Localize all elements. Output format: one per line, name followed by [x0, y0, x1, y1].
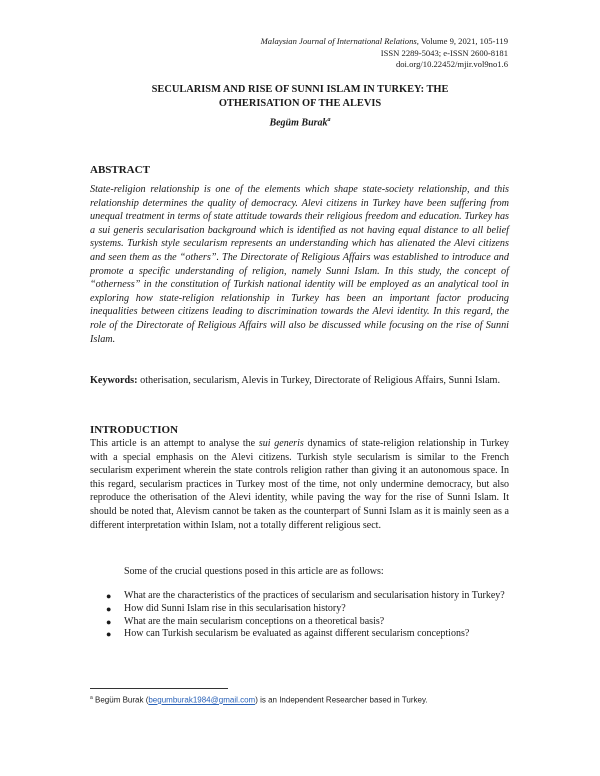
journal-citation: [261, 36, 508, 48]
bullet-icon: ●: [106, 629, 112, 640]
introduction-heading: INTRODUCTION: [90, 424, 179, 436]
footnote-text: ) is an Independent Researcher based in Turkey.: [255, 695, 428, 705]
keywords: [90, 374, 509, 388]
keywords-label: Keywords:: [90, 375, 138, 386]
journal-name: Malaysian Journal of International Relations: [260, 36, 417, 46]
journal-header: [261, 36, 508, 71]
journal-issn: ISSN 2289-5043; e-ISSN 2600-8181: [380, 47, 508, 58]
question-text: What are the main secularism conceptions on a theoretical basis?: [124, 615, 385, 627]
abstract-heading: ABSTRACT: [90, 164, 150, 176]
intro-text-end: dynamics of state-religion relationship in Turkey with a special emphasis on the Alevi citizens. Turkish style secularism is similar to the French secularism experiment wherein the state controls religion rather than giving it an autonomous space. In this regard, secularism practices in Turkey most of the time, not only undermine democracy, but also reproduce the otherisation of the Alevi identity, while paving the way for the rise of Sunni Islam. It should be noted that, Alevism cannot be taken as the counterpart of Sunni Islam as it is mainly seen as a different interpretation within Islam, not a totally different religious sect.: [90, 438, 510, 531]
abstract-body: State-religion relationship is one of the elements which shape state-society relationship, and this relationship determines the quality of democracy. Alevi citizens in Turkey have been suffering from unequal treatment in terms of state attitude towards their religious freedom and education. Turkey has a sui generis secularisation background which is identified as not having equal distance to all belief systems. Turkish style secularism represents an understanding which has alienated the Alevi citizens and seen them as the “others”. The Directorate of Religious Affairs was established to introduce and promote a specific understanding of religion, namely Sunni Islam. In this study, the concept of “otherness” in the constitution of Turkish national identity will be employed as an analytical tool in exploring how state-religion relationship in Turkey has been an important factor producing inequalities between citizens leading to discrimination towards the Alevi identity. In this regard, the role of the Directorate of Religious Affairs will also be discussed while focusing on the rise of Sunni Islam.: [90, 184, 509, 345]
question-list: [106, 590, 509, 641]
author-footnote-mark: a: [327, 117, 331, 123]
introduction-body: [90, 437, 509, 532]
list-item: [106, 616, 509, 629]
paper-title: [90, 83, 510, 111]
list-item: [106, 590, 509, 603]
author-email-link[interactable]: begumburak1984@gmail.com: [148, 695, 256, 705]
intro-text-italic: sui generis: [258, 438, 304, 449]
footnote-author: Begüm Burak (: [92, 695, 149, 705]
list-item: [106, 628, 509, 641]
bullet-icon: ●: [106, 603, 112, 614]
paper-title-line-1: SECULARISM AND RISE OF SUNNI ISLAM IN TURKEY: THE: [151, 84, 449, 95]
question-text: What are the characteristics of the practices of secularism and secularisation history in Turkey?: [124, 590, 505, 601]
question-text: How did Sunni Islam rise in this secularisation history?: [124, 602, 346, 614]
journal-doi: doi.org/10.22452/mjir.vol9no1.6: [395, 59, 508, 69]
intro-text-start: This article is an attempt to analyse the: [90, 438, 259, 449]
footnote-divider: [90, 688, 228, 689]
bullet-icon: ●: [106, 591, 112, 601]
keywords-list: otherisation, secularism, Alevis in Turkey, Directorate of Religious Affairs, Sunni Islam.: [137, 375, 501, 386]
questions-intro: Some of the crucial questions posed in this article are as follows:: [124, 566, 384, 577]
footnote: [90, 695, 428, 705]
paper-title-line-2: OTHERISATION OF THE ALEVIS: [218, 98, 382, 109]
question-text: How can Turkish secularism be evaluated as against different secularism conceptions?: [124, 628, 470, 640]
footnote-mark: a: [90, 695, 93, 701]
journal-volume: , Volume 9, 2021, 105-119: [416, 36, 508, 46]
author-byline: [0, 117, 600, 128]
list-item: [106, 603, 509, 616]
bullet-icon: ●: [106, 616, 112, 627]
author-name: Begüm Burak: [269, 117, 328, 129]
